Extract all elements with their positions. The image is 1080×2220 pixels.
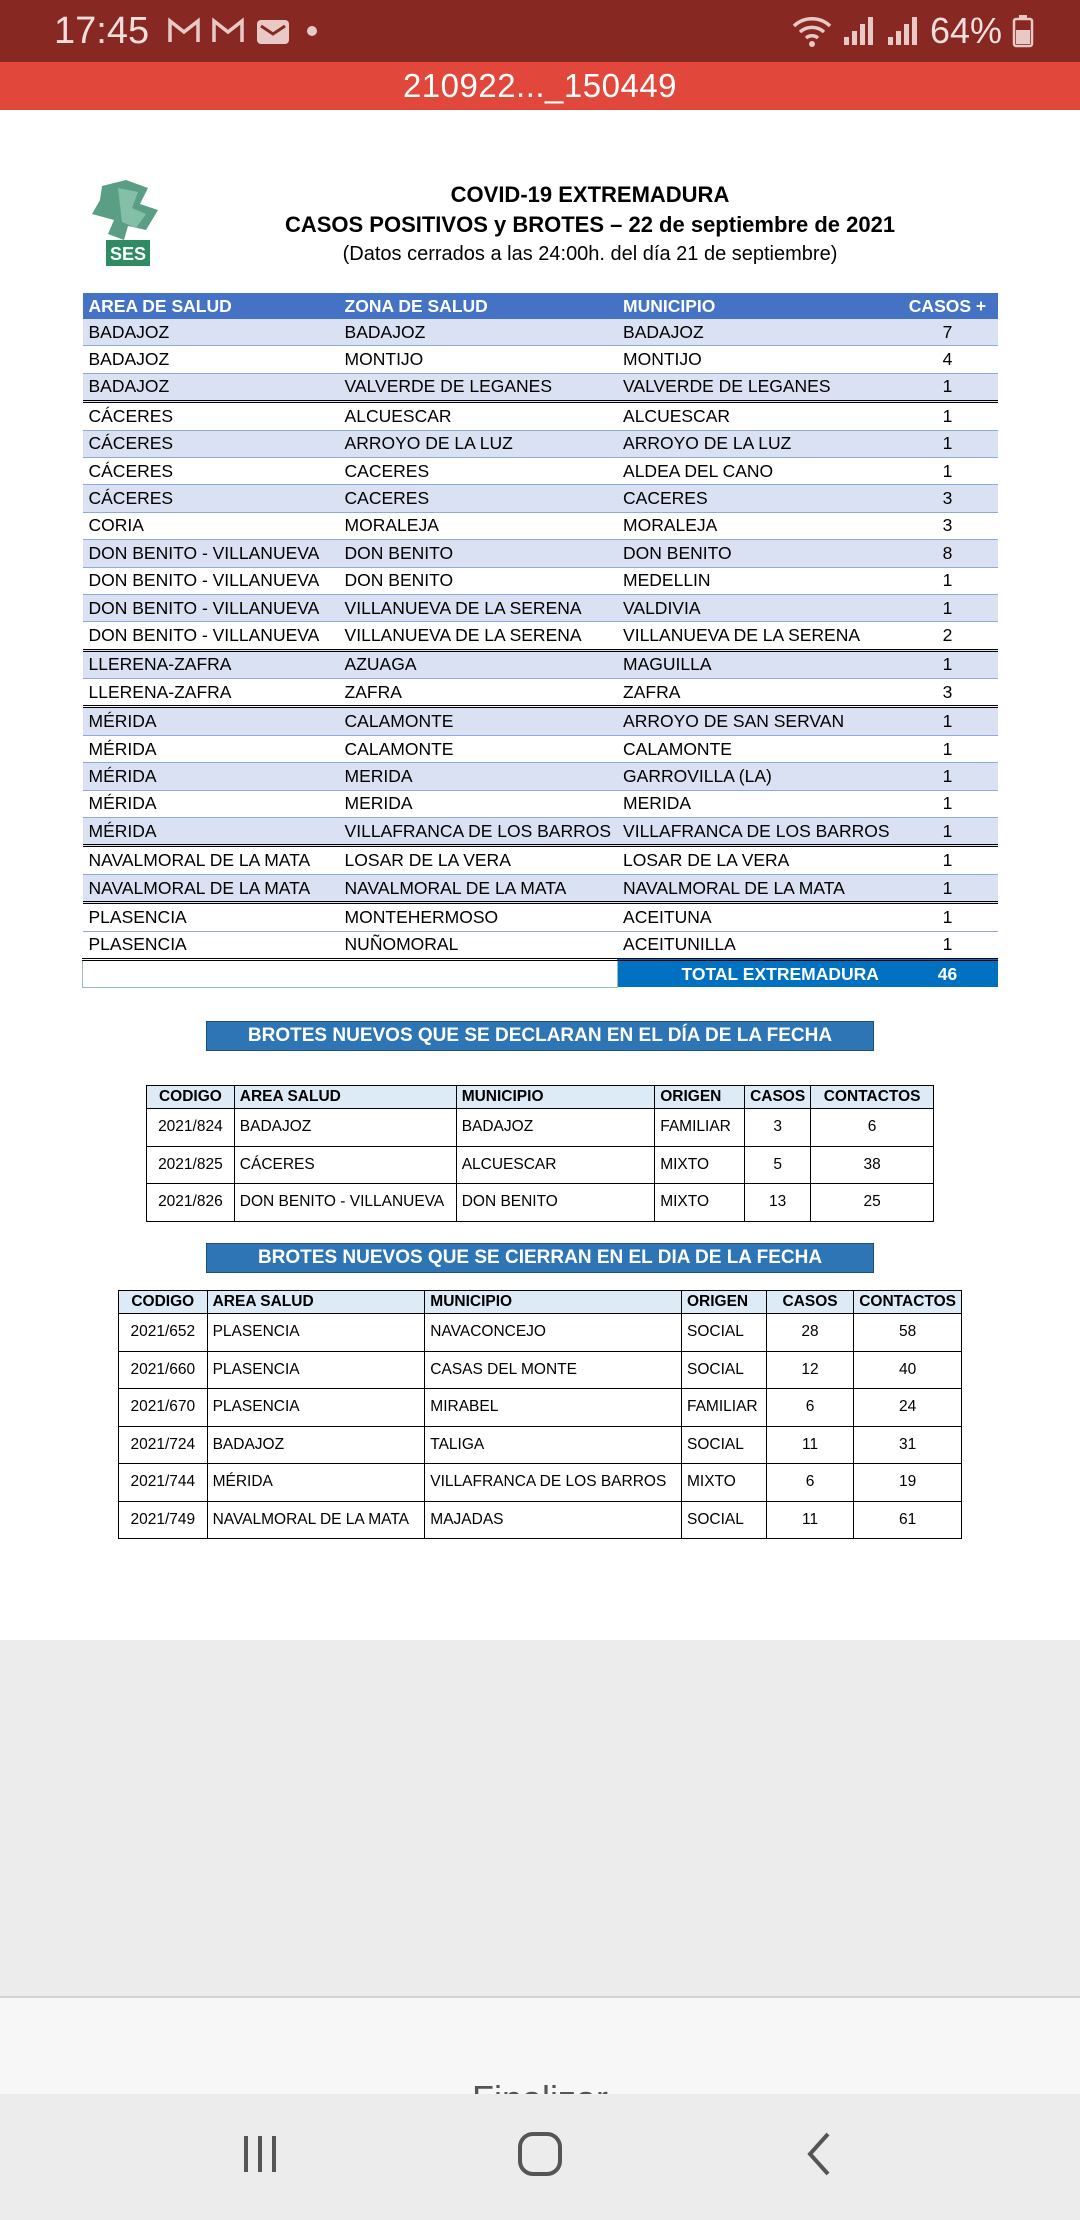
cell-area-salud: PLASENCIA	[207, 1351, 425, 1389]
cell-zona-salud: CALAMONTE	[339, 735, 617, 762]
table-row	[83, 903, 999, 931]
table-row	[83, 430, 999, 457]
cell-casos: 1	[897, 735, 998, 762]
cell-municipio: NAVACONCEJO	[425, 1314, 682, 1352]
cell-zona-salud: VILLANUEVA DE LA SERENA	[339, 594, 617, 621]
ses-logo-icon	[88, 178, 164, 270]
cell-casos: 11	[766, 1426, 853, 1464]
closed-outbreaks-table	[118, 1290, 962, 1539]
wifi-icon	[792, 14, 832, 48]
cell-casos: 1	[897, 402, 998, 430]
cell-municipio: VILLANUEVA DE LA SERENA	[617, 622, 897, 650]
cell-municipio: MEDELLIN	[617, 567, 897, 594]
header-contactos: CONTACTOS	[811, 1086, 934, 1109]
cell-area-salud: NAVALMORAL DE LA MATA	[83, 874, 339, 902]
header-origen: ORIGEN	[681, 1291, 766, 1314]
document-title-bar	[0, 62, 1080, 110]
cases-table-header	[83, 293, 999, 319]
total-spacer	[83, 959, 618, 987]
cell-municipio: CASAS DEL MONTE	[425, 1351, 682, 1389]
document-heading	[240, 180, 940, 268]
header-casos: CASOS	[745, 1086, 811, 1109]
cell-area-salud: DON BENITO - VILLANUEVA	[83, 567, 339, 594]
status-right	[792, 0, 1034, 62]
signal-icon	[886, 15, 920, 47]
cell-municipio: ACEITUNA	[617, 903, 897, 931]
cell-municipio: ALDEA DEL CANO	[617, 457, 897, 484]
header-municipio: MUNICIPIO	[425, 1291, 682, 1314]
back-icon	[800, 2130, 840, 2178]
gmail-icon	[211, 17, 245, 45]
table-row	[83, 931, 999, 959]
cell-codigo: 2021/826	[147, 1184, 235, 1222]
cell-codigo: 2021/670	[119, 1389, 208, 1427]
table-row	[119, 1464, 962, 1502]
table-row	[83, 540, 999, 567]
cell-area-salud: NAVALMORAL DE LA MATA	[83, 846, 339, 874]
new-outbreaks-table	[146, 1085, 934, 1222]
cell-casos: 8	[897, 540, 998, 567]
cell-casos: 1	[897, 874, 998, 902]
cell-municipio: ZAFRA	[617, 679, 897, 707]
cell-casos: 3	[745, 1109, 811, 1147]
table-row	[83, 373, 999, 401]
cell-codigo: 2021/660	[119, 1351, 208, 1389]
cell-casos: 1	[897, 457, 998, 484]
cell-area-salud: BADAJOZ	[83, 346, 339, 373]
table-row	[83, 402, 999, 430]
header-casos: CASOS +	[897, 293, 998, 319]
cell-zona-salud: VILLANUEVA DE LA SERENA	[339, 622, 617, 650]
cell-casos: 1	[897, 430, 998, 457]
cell-casos: 2	[897, 622, 998, 650]
cell-municipio: VILLAFRANCA DE LOS BARROS	[617, 818, 897, 846]
header-contactos: CONTACTOS	[854, 1291, 962, 1314]
heading-line-2: CASOS POSITIVOS y BROTES – 22 de septiembre de 2021	[284, 212, 896, 237]
cell-municipio: VILLAFRANCA DE LOS BARROS	[425, 1464, 682, 1502]
cell-zona-salud: BADAJOZ	[339, 319, 617, 346]
cell-area-salud: CÁCERES	[83, 485, 339, 512]
header-municipio: MUNICIPIO	[456, 1086, 655, 1109]
signal-icon	[842, 15, 876, 47]
table-row	[83, 707, 999, 735]
table-row	[83, 512, 999, 539]
table-row	[83, 874, 999, 902]
header-area-salud: AREA SALUD	[207, 1291, 425, 1314]
table-row	[83, 735, 999, 762]
cell-municipio: ACEITUNILLA	[617, 931, 897, 959]
cell-origen: SOCIAL	[681, 1351, 766, 1389]
cell-municipio: LOSAR DE LA VERA	[617, 846, 897, 874]
cell-municipio: NAVALMORAL DE LA MATA	[617, 874, 897, 902]
cell-origen: SOCIAL	[681, 1426, 766, 1464]
document-page	[0, 110, 1080, 1640]
cell-municipio: DON BENITO	[456, 1184, 655, 1222]
cell-municipio: BADAJOZ	[456, 1109, 655, 1147]
table-row	[83, 457, 999, 484]
cell-area-salud: NAVALMORAL DE LA MATA	[207, 1501, 425, 1539]
cell-codigo: 2021/744	[119, 1464, 208, 1502]
closed-outbreaks-header	[119, 1291, 962, 1314]
cell-casos: 5	[745, 1146, 811, 1184]
cell-casos: 1	[897, 373, 998, 401]
cell-contactos: 61	[854, 1501, 962, 1539]
heading-line-1: COVID-19 EXTREMADURA	[450, 182, 730, 207]
cell-origen: FAMILIAR	[681, 1389, 766, 1427]
table-row	[119, 1426, 962, 1464]
cell-area-salud: BADAJOZ	[234, 1109, 456, 1147]
header-origen: ORIGEN	[655, 1086, 745, 1109]
cell-municipio: VALDIVIA	[617, 594, 897, 621]
cell-zona-salud: CALAMONTE	[339, 707, 617, 735]
cell-contactos: 6	[811, 1109, 934, 1147]
new-outbreaks-banner	[206, 1021, 874, 1051]
cell-zona-salud: MONTEHERMOSO	[339, 903, 617, 931]
cell-zona-salud: NAVALMORAL DE LA MATA	[339, 874, 617, 902]
cell-casos: 1	[897, 931, 998, 959]
header-zona-salud: ZONA DE SALUD	[339, 293, 617, 319]
battery-icon	[1012, 14, 1034, 48]
cell-municipio: MONTIJO	[617, 346, 897, 373]
cell-zona-salud: ARROYO DE LA LUZ	[339, 430, 617, 457]
cell-origen: MIXTO	[655, 1146, 745, 1184]
cell-area-salud: BADAJOZ	[207, 1426, 425, 1464]
header-area-salud: AREA SALUD	[234, 1086, 456, 1109]
header-municipio: MUNICIPIO	[617, 293, 897, 319]
closed-outbreaks-title: BROTES NUEVOS QUE SE CIERRAN EN EL DIA DE LA FECHA	[257, 1247, 823, 1268]
cell-zona-salud: CACERES	[339, 485, 617, 512]
cell-municipio: ARROYO DE LA LUZ	[617, 430, 897, 457]
table-row	[147, 1109, 934, 1147]
cell-zona-salud: LOSAR DE LA VERA	[339, 846, 617, 874]
cell-origen: SOCIAL	[681, 1501, 766, 1539]
cell-zona-salud: VILLAFRANCA DE LOS BARROS	[339, 818, 617, 846]
cell-casos: 1	[897, 594, 998, 621]
cell-area-salud: LLERENA-ZAFRA	[83, 679, 339, 707]
recents-icon	[238, 2132, 282, 2176]
cell-area-salud: MÉRIDA	[83, 790, 339, 817]
cell-codigo: 2021/824	[147, 1109, 235, 1147]
cell-municipio: GARROVILLA (LA)	[617, 763, 897, 790]
cell-area-salud: CÁCERES	[83, 457, 339, 484]
cell-area-salud: DON BENITO - VILLANUEVA	[234, 1184, 456, 1222]
header-codigo: CODIGO	[119, 1291, 208, 1314]
cell-casos: 6	[766, 1389, 853, 1427]
gmail-icon	[167, 17, 201, 45]
cell-area-salud: CORIA	[83, 512, 339, 539]
table-row	[147, 1184, 934, 1222]
cell-casos: 1	[897, 903, 998, 931]
cell-municipio: MAGUILLA	[617, 650, 897, 678]
cell-zona-salud: AZUAGA	[339, 650, 617, 678]
total-value: 46	[897, 959, 998, 987]
cell-casos: 12	[766, 1351, 853, 1389]
cell-municipio: MAJADAS	[425, 1501, 682, 1539]
total-row	[83, 959, 999, 987]
cell-casos: 3	[897, 512, 998, 539]
table-row	[83, 567, 999, 594]
cell-casos: 1	[897, 818, 998, 846]
cell-origen: MIXTO	[681, 1464, 766, 1502]
cell-area-salud: MÉRIDA	[83, 763, 339, 790]
table-row	[83, 790, 999, 817]
cell-municipio: TALIGA	[425, 1426, 682, 1464]
cell-codigo: 2021/652	[119, 1314, 208, 1352]
table-row	[83, 319, 999, 346]
more-notifications-icon	[301, 20, 323, 42]
cases-table	[82, 293, 998, 988]
cell-casos: 3	[897, 679, 998, 707]
ses-logo-text: SES	[109, 244, 147, 264]
cell-casos: 13	[745, 1184, 811, 1222]
cell-casos: 11	[766, 1501, 853, 1539]
cell-zona-salud: ZAFRA	[339, 679, 617, 707]
cell-area-salud: PLASENCIA	[83, 931, 339, 959]
cell-municipio: ALCUESCAR	[456, 1146, 655, 1184]
cell-casos: 4	[897, 346, 998, 373]
cell-zona-salud: MORALEJA	[339, 512, 617, 539]
header-codigo: CODIGO	[147, 1086, 235, 1109]
cell-municipio: MERIDA	[617, 790, 897, 817]
cell-casos: 1	[897, 846, 998, 874]
cell-zona-salud: MONTIJO	[339, 346, 617, 373]
cell-casos: 1	[897, 763, 998, 790]
cell-area-salud: MÉRIDA	[83, 707, 339, 735]
cell-area-salud: PLASENCIA	[83, 903, 339, 931]
cell-origen: SOCIAL	[681, 1314, 766, 1352]
finish-bar	[0, 1996, 1080, 2096]
table-row	[119, 1501, 962, 1539]
table-row	[83, 622, 999, 650]
cell-area-salud: PLASENCIA	[207, 1314, 425, 1352]
table-row	[119, 1389, 962, 1427]
cell-casos: 28	[766, 1314, 853, 1352]
cell-area-salud: BADAJOZ	[83, 373, 339, 401]
cell-zona-salud: CACERES	[339, 457, 617, 484]
closed-outbreaks-banner	[206, 1243, 874, 1273]
cell-zona-salud: MERIDA	[339, 790, 617, 817]
table-row	[119, 1351, 962, 1389]
table-row	[83, 818, 999, 846]
new-outbreaks-header	[147, 1086, 934, 1109]
cell-codigo: 2021/749	[119, 1501, 208, 1539]
status-time: 17:45	[54, 9, 150, 52]
table-row	[83, 679, 999, 707]
cell-casos: 6	[766, 1464, 853, 1502]
cell-area-salud: LLERENA-ZAFRA	[83, 650, 339, 678]
cell-area-salud: MÉRIDA	[83, 818, 339, 846]
cell-municipio: ALCUESCAR	[617, 402, 897, 430]
cell-contactos: 19	[854, 1464, 962, 1502]
viewer-background	[0, 1640, 1080, 1996]
cell-origen: FAMILIAR	[655, 1109, 745, 1147]
table-row	[147, 1146, 934, 1184]
table-row	[83, 846, 999, 874]
table-row	[83, 650, 999, 678]
cell-casos: 1	[897, 567, 998, 594]
cell-municipio: DON BENITO	[617, 540, 897, 567]
cell-contactos: 38	[811, 1146, 934, 1184]
cell-municipio: ARROYO DE SAN SERVAN	[617, 707, 897, 735]
cell-zona-salud: MERIDA	[339, 763, 617, 790]
battery-percent: 64%	[929, 10, 1002, 51]
table-row	[119, 1314, 962, 1352]
cell-area-salud: CÁCERES	[234, 1146, 456, 1184]
recents-button[interactable]	[220, 2124, 300, 2184]
cell-area-salud: CÁCERES	[83, 402, 339, 430]
cell-contactos: 31	[854, 1426, 962, 1464]
cell-zona-salud: DON BENITO	[339, 567, 617, 594]
table-row	[83, 594, 999, 621]
cell-municipio: CALAMONTE	[617, 735, 897, 762]
cell-contactos: 24	[854, 1389, 962, 1427]
cell-municipio: CACERES	[617, 485, 897, 512]
cell-casos: 1	[897, 790, 998, 817]
cell-area-salud: DON BENITO - VILLANUEVA	[83, 540, 339, 567]
cell-casos: 1	[897, 650, 998, 678]
document-title: 210922..._150449	[402, 67, 678, 104]
cell-codigo: 2021/724	[119, 1426, 208, 1464]
cell-area-salud: DON BENITO - VILLANUEVA	[83, 594, 339, 621]
cell-area-salud: CÁCERES	[83, 430, 339, 457]
table-row	[83, 346, 999, 373]
cell-zona-salud: VALVERDE DE LEGANES	[339, 373, 617, 401]
cell-municipio: BADAJOZ	[617, 319, 897, 346]
cell-contactos: 25	[811, 1184, 934, 1222]
header-area-salud: AREA DE SALUD	[83, 293, 339, 319]
back-button[interactable]	[780, 2124, 860, 2184]
cell-area-salud: PLASENCIA	[207, 1389, 425, 1427]
table-row	[83, 763, 999, 790]
home-button[interactable]	[500, 2124, 580, 2184]
cell-municipio: MIRABEL	[425, 1389, 682, 1427]
cell-zona-salud: DON BENITO	[339, 540, 617, 567]
cell-casos: 1	[897, 707, 998, 735]
cell-casos: 3	[897, 485, 998, 512]
cell-zona-salud: ALCUESCAR	[339, 402, 617, 430]
header-casos: CASOS	[766, 1291, 853, 1314]
table-row	[83, 485, 999, 512]
navigation-bar	[0, 2094, 1080, 2220]
cell-municipio: VALVERDE DE LEGANES	[617, 373, 897, 401]
cell-origen: MIXTO	[655, 1184, 745, 1222]
cell-area-salud: MÉRIDA	[83, 735, 339, 762]
cell-codigo: 2021/825	[147, 1146, 235, 1184]
cell-area-salud: DON BENITO - VILLANUEVA	[83, 622, 339, 650]
heading-line-3: (Datos cerrados a las 24:00h. del día 21 de septiembre)	[342, 243, 838, 265]
cell-zona-salud: NUÑOMORAL	[339, 931, 617, 959]
email-icon	[255, 16, 291, 46]
cell-casos: 7	[897, 319, 998, 346]
total-label: TOTAL EXTREMADURA	[617, 959, 897, 987]
cell-municipio: MORALEJA	[617, 512, 897, 539]
cell-area-salud: BADAJOZ	[83, 319, 339, 346]
home-icon	[516, 2130, 564, 2178]
new-outbreaks-title: BROTES NUEVOS QUE SE DECLARAN EN EL DÍA DE LA FECHA	[247, 1025, 833, 1046]
cell-area-salud: MÉRIDA	[207, 1464, 425, 1502]
cell-contactos: 58	[854, 1314, 962, 1352]
cell-contactos: 40	[854, 1351, 962, 1389]
status-bar	[0, 0, 1080, 62]
notification-icons	[167, 16, 323, 46]
